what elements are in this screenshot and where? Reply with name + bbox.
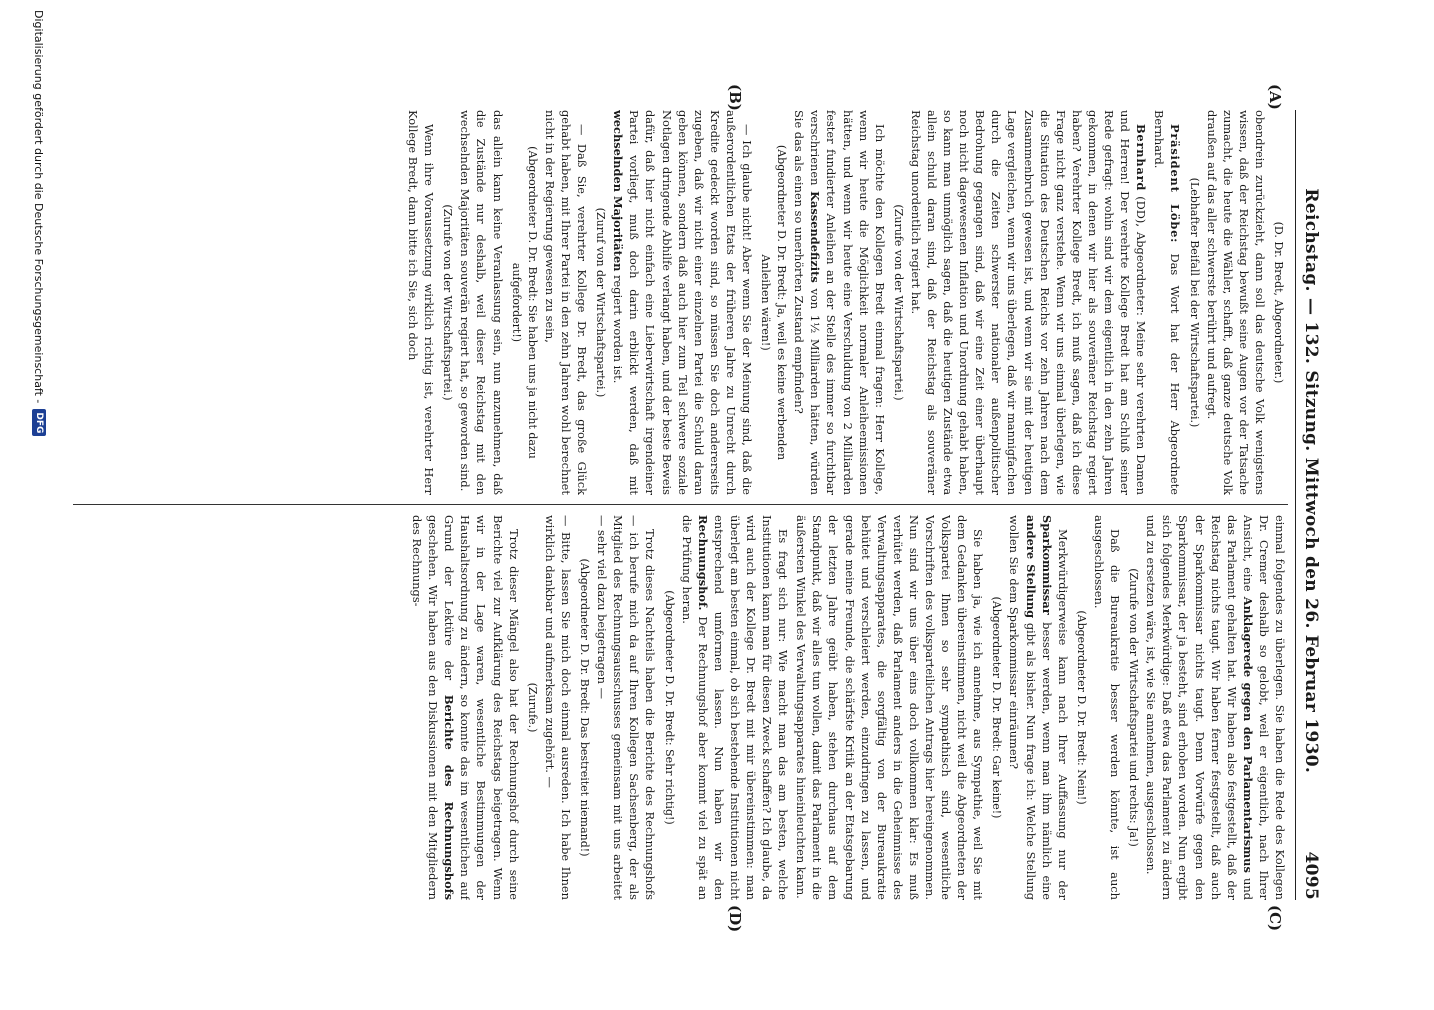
paragraph: das allein kann keine Veranlassung sein, nun anzunehmen, daß die Zustände nur deshalb, weil dieser Reichstag mit den wechselnden Majoritäten souverän regiert hat, so geworden sind.	[458, 110, 505, 495]
paragraph: Bernhard (DD), Abgeordneter: Meine sehr verehrten Damen und Herren! Der verehrte Kollege Bredt hat am Schluß seiner Rede gefragt: wohin sind wir dem eigentlich in den zehn Jahren gekommen, in denen wir hier als souveräner Reichstag regiert haben? Verehrter Kollege Bredt, ich muß sagen, daß ich diese Frage nicht ganz verstehe. Wenn wir uns einmal überlegen, wie die Situation des Deutschen Reichs vor zehn Jahren nach dem Zusammenbruch gewesen ist, und wenn wir sie mit der heutigen Lage vergleichen, wenn wir uns überlegen, daß wir mannigfachen durch die Zeiten schwerster nationaler außenpolitischer Bedrohung gegangen sind, daß wir eine Zeit einer überhaupt noch nicht dagewesenen Inflation und Unordnung gehabt haben, so kann man unmöglich sagen, daß die heutigen Zustände etwa allein schuld daran sind, daß der Reichstag als souveräner Reichstag unordentlich regiert hat.	[908, 110, 1149, 495]
paragraph: obendrein zurückzieht, dann soll das deutsche Volk wenigstens wissen, daß der Reichstag bewußt seine Augen vor der Tatsache zumacht, die heute die Wähler, schafft, daß ganze deutsche Volk draußen auf das aller schwerste berührt und aufregt.	[1204, 110, 1267, 495]
column-divider	[73, 504, 1288, 505]
paragraph: Daß die Bureaukratie besser werden könnte, ist auch ausgeschlossen.	[1091, 515, 1123, 900]
margin-marker-a: (A)	[1266, 84, 1284, 110]
page-number: 4095	[1301, 851, 1321, 900]
stage-direction: (Lebhafter Beifall bei der Wirtschaftspartei.)	[1187, 177, 1201, 428]
margin-marker-b: (B)	[726, 84, 744, 111]
digitization-footer	[30, 0, 48, 1010]
dfg-logo: DFG	[32, 409, 46, 436]
stage-direction: (Zurufe von der Wirtschaftspartei.)	[441, 204, 455, 401]
footer-text: Digitalisierung gefördert durch die Deutsche Forschungsgemeinschaft -	[32, 10, 46, 404]
bold-term: Anklagerede gegen den Parlamentarismus	[1240, 596, 1255, 873]
paragraph: Es fragt sich nur: Wie macht man das am besten, welche Institutionen kann man für diesen Zweck schaffen? Ich glaube, da wird auch der Kollege Dr. Bredt mit mir übereinstimmen: man überlegt am besten einmal, ob sich bestehende Institutionen nicht entsprechend umformen lassen. Nun haben wir den Rechnungshof. Der Rechnungshof aber kommt viel zu spät an die Prüfung heran.	[679, 515, 791, 900]
stage-direction: (Abgeordneter D. Dr. Bredt: Sie haben uns ja nicht dazu aufgefordert!)	[509, 146, 539, 459]
paragraph: — Daß Sie, verehrter Kollege Dr. Bredt, das große Glück gehabt haben, mit Ihrer Partei in den zehn Jahren wohl berechnet nicht in der Regierung gewesen zu sein,	[542, 110, 590, 495]
paragraph: Trotz dieses Nachteils haben die Berichte des Rechnungshofs — ich berufe mich da auf Ihren Kollegen Sachsenberg, der als Mitglied des Rechnungsausschusses gemeinsam mit uns arbeitet — sehr viel dazu beigetragen —	[595, 515, 658, 900]
page-title: Reichstag. — 132. Sitzung. Mittwoch den 26. Februar 1930.	[1301, 188, 1321, 774]
page-header	[1295, 110, 1326, 900]
speaker-name: Bernhard	[1134, 124, 1149, 192]
stage-direction: (Zurufe von der Wirtschaftspartei und rechts: Ja!)	[1127, 568, 1141, 847]
paragraph: — Bitte, lassen Sie mich doch einmal ausreden. Ich habe Ihnen wirklich dankbar und aufmerksam zugehört. —	[542, 515, 573, 900]
stage-direction: (Abgeordneter D. Dr. Bredt: Ja, weil es keine werbenden Anleihen wären!)	[759, 144, 789, 461]
speaker-name: Präsident Löbe:	[1168, 124, 1183, 244]
paragraph: Präsident Löbe: Das Wort hat der Herr Abgeordnete Bernhard.	[1152, 110, 1183, 495]
bold-term: andere Stellung	[1023, 515, 1038, 619]
paragraph: Merkwürdigerweise kann nach Ihrer Auffassung nur der Sparkommissar besser werden, wenn man ihm nämlich eine andere Stellung gibt als bisher. Nun frage ich: Welche Stellung wollen Sie dem Sparkommissar einräumen?	[1007, 515, 1070, 900]
bold-term: Kassendefizits	[808, 191, 823, 283]
paragraph: Sie haben ja, wie ich annehme, aus Sympathie, weil Sie mit dem Gedanken übereinstimmen, nicht weil die Abgeordneten der Volkspartei Ihnen so sehr sympathisch sind, wesentliche Vorschriften des volksparteilichen Antrags hier hereingenommen. Nun sind wir uns über eins doch vollkommen klar: Es muß verhütet werden, daß Parlament anders in die Geheimnisse des Verwaltungsapparates, die sorgfältig von der Bureaukratie behütet und verschleiert werden, einzudringen zu lassen, und gerade meine Freunde, die schärfste Kritik an der Etatsgebarung der letzten Jahre geübt haben, stehen durchaus auf dem Standpunkt, daß wir alles tun wollen, damit das Parlament in die äußersten Winkel des Verwaltungsapparates hineinleuchten kann.	[794, 515, 986, 900]
right-column	[68, 515, 1288, 900]
left-column	[68, 110, 1288, 495]
paragraph: Wenn ihre Voraussetzung wirklich richtig ist, verehrter Herr Kollege Bredt, dann bitte ich Sie, sich doch	[406, 110, 437, 495]
bold-term: Rechnungshof.	[695, 515, 710, 611]
stage-direction: (Abgeordneter D. Dr. Bredt: Das bestreitet niemand!)	[578, 558, 592, 857]
paragraph: Trotz dieser Mängel also hat der Rechnungshof durch seine Berichte viel zur Aufklärung des Reichstags beigetragen. Wenn wir in der Lage waren, wesentliche Bestimmungen der Haushaltsordnung zu ändern, so konnte das im wesentlichen auf Grund der Lektüre der Berichte des Rechnungshofs geschehen. Wir haben aus den Diskussionen mit den Mitgliedern des Rechnungs-	[410, 515, 521, 900]
stage-direction: (Abgeordneter D. Dr. Bredt: Sehr richtig!)	[662, 590, 676, 825]
margin-marker-c: (C)	[1266, 905, 1284, 932]
paragraph: einmal folgendes zu überlegen. Sie haben die Rede des Kollegen Dr. Cremer deshalb so gelobt, weil er eigentlich, nach Ihrer Ansicht, eine Anklagerede gegen den Parlamentarismus und das Parlament gehalten hat. Wir haben also festgestellt, daß der Reichstag nichts taugt. Wir haben ferner festgestellt, daß auch der Sparkommissar nichts taugt. Denn Vorwürfe gegen den Sparkommissar, der ja besteht, sind erhoben worden. Nun ergibt sich folgendes Merkwürdige: Daß etwa das Parlament zu ändern und zu ersetzen wäre, ist, wie Sie annehmen, ausgeschlossen.	[1144, 515, 1287, 900]
paragraph: — Ich glaube nicht! Aber wenn Sie der Meinung sind, daß die außerordentlichen Etats der früheren Jahre zu Unrecht durch Kredite gedeckt worden sind, so müssen Sie doch andererseits zugeben, daß wir nicht einer einzelnen Partei die Schuld daran geben können, sondern daß auch hier zum Teil schwere soziale Notlagen dringende Abhilfe verlangt haben, und der beste Beweis dafür, daß hier nicht einfach eine Lieberwirtschaft irgendeiner Partei vorliegt, muß doch darin erblickt werden, daß mit wechselnden Majoritäten regiert worden ist.	[611, 110, 754, 495]
bold-term: wechselnden Majoritäten	[611, 110, 626, 272]
paragraph: Ich möchte den Kollegen Bredt einmal fragen: Herr Kollege, wenn wir heute die Möglichkeit normaler Anleiheemissionen hätten, und wenn wir heute eine Verschuldung von 2 Milliarden fester fundierter Anleihen an der Stelle des immer so furchtbar verschrienen Kassendefizits von 1½ Milliarden hätten, würden Sie das als einen so unerhörten Zustand empfinden?	[792, 110, 887, 495]
stage-direction: (Zurufe von der Wirtschaftspartei.)	[891, 204, 905, 401]
speaker-note: (D. Dr. Bredt, Abgeordneter.)	[1272, 221, 1285, 384]
margin-marker-d: (D)	[726, 905, 744, 933]
stage-direction: (Zurufe.)	[525, 682, 539, 733]
bold-term: Sparkommissar	[1039, 515, 1054, 615]
stage-direction: (Zuruf von der Wirtschaftspartei.)	[594, 207, 608, 398]
bold-term: Berichte des Rechnungshofs	[442, 694, 457, 900]
stage-direction: (Abgeordneter D. Dr. Bredt: Nein!)	[1074, 610, 1088, 805]
stage-direction: (Abgeordneter D. Dr. Bredt: Gar keine!)	[990, 596, 1004, 819]
